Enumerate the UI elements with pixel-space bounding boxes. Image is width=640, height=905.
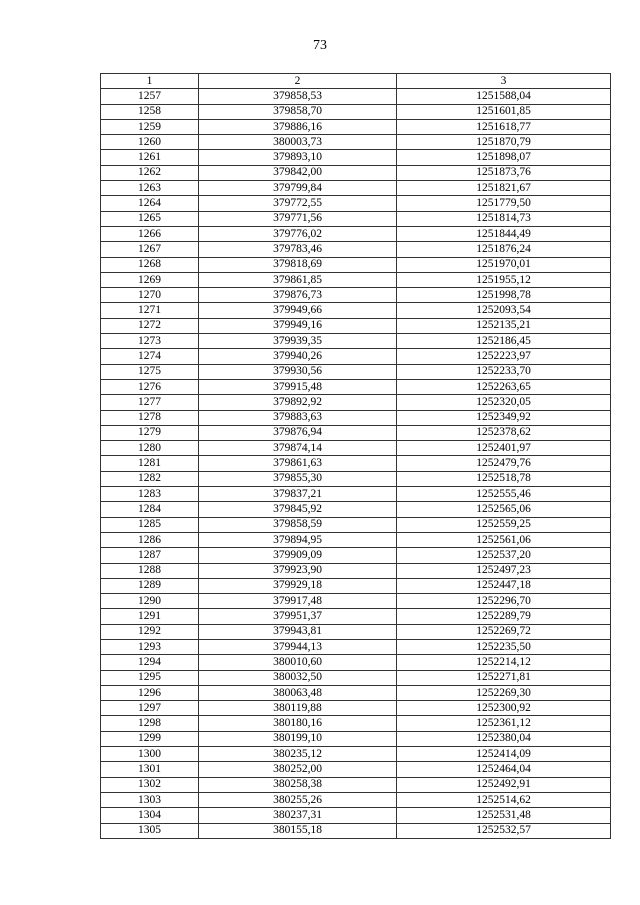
point-number-cell: 1298 (101, 716, 199, 731)
point-number-cell: 1290 (101, 594, 199, 609)
table-row (101, 792, 611, 807)
table-row (101, 487, 611, 502)
x-coordinate-cell: 379842,00 (199, 165, 397, 180)
table-row (101, 701, 611, 716)
x-coordinate-cell: 380255,26 (199, 792, 397, 807)
point-number-cell: 1268 (101, 257, 199, 272)
y-coordinate-cell: 1251779,50 (397, 196, 611, 211)
x-coordinate-cell: 380199,10 (199, 731, 397, 746)
point-number-cell: 1265 (101, 211, 199, 226)
point-number-cell: 1262 (101, 165, 199, 180)
table-row (101, 471, 611, 486)
y-coordinate-cell: 1252269,30 (397, 685, 611, 700)
point-number-cell: 1280 (101, 441, 199, 456)
y-coordinate-cell: 1252320,05 (397, 395, 611, 410)
point-number-cell: 1257 (101, 89, 199, 104)
x-coordinate-cell: 380003,73 (199, 135, 397, 150)
point-number-cell: 1287 (101, 548, 199, 563)
point-number-cell: 1261 (101, 150, 199, 165)
point-number-cell: 1279 (101, 425, 199, 440)
point-number-cell: 1273 (101, 334, 199, 349)
x-coordinate-cell: 379917,48 (199, 594, 397, 609)
table-row (101, 303, 611, 318)
x-coordinate-cell: 379858,59 (199, 517, 397, 532)
table-row (101, 379, 611, 394)
point-number-cell: 1260 (101, 135, 199, 150)
x-coordinate-cell: 380258,38 (199, 777, 397, 792)
point-number-cell: 1271 (101, 303, 199, 318)
table-row (101, 502, 611, 517)
x-coordinate-cell: 379855,30 (199, 471, 397, 486)
table-row (101, 135, 611, 150)
x-coordinate-cell: 379776,02 (199, 226, 397, 241)
table-row (101, 196, 611, 211)
y-coordinate-cell: 1252296,70 (397, 594, 611, 609)
x-coordinate-cell: 379949,16 (199, 318, 397, 333)
y-coordinate-cell: 1252186,45 (397, 334, 611, 349)
x-coordinate-cell: 379883,63 (199, 410, 397, 425)
y-coordinate-cell: 1252380,04 (397, 731, 611, 746)
y-coordinate-cell: 1251844,49 (397, 226, 611, 241)
y-coordinate-cell: 1252561,06 (397, 532, 611, 547)
point-number-cell: 1272 (101, 318, 199, 333)
x-coordinate-cell: 379861,63 (199, 456, 397, 471)
table-row (101, 334, 611, 349)
point-number-cell: 1286 (101, 532, 199, 547)
x-coordinate-cell: 380010,60 (199, 655, 397, 670)
point-number-cell: 1292 (101, 624, 199, 639)
point-number-cell: 1266 (101, 226, 199, 241)
table-row (101, 624, 611, 639)
x-coordinate-cell: 379949,66 (199, 303, 397, 318)
y-coordinate-cell: 1252361,12 (397, 716, 611, 731)
y-coordinate-cell: 1252464,04 (397, 762, 611, 777)
x-coordinate-cell: 379893,10 (199, 150, 397, 165)
point-number-cell: 1275 (101, 364, 199, 379)
table-row (101, 731, 611, 746)
point-number-cell: 1259 (101, 119, 199, 134)
x-coordinate-cell: 379771,56 (199, 211, 397, 226)
y-coordinate-cell: 1252235,50 (397, 639, 611, 654)
point-number-cell: 1284 (101, 502, 199, 517)
point-number-cell: 1288 (101, 563, 199, 578)
table-row (101, 441, 611, 456)
table-row (101, 119, 611, 134)
x-coordinate-cell: 380180,16 (199, 716, 397, 731)
x-coordinate-cell: 379783,46 (199, 242, 397, 257)
x-coordinate-cell: 379915,48 (199, 379, 397, 394)
table-row (101, 425, 611, 440)
x-coordinate-cell: 379799,84 (199, 181, 397, 196)
page-number: 73 (313, 38, 327, 53)
y-coordinate-cell: 1252537,20 (397, 548, 611, 563)
point-number-cell: 1276 (101, 379, 199, 394)
table-row (101, 823, 611, 838)
table-row (101, 685, 611, 700)
y-coordinate-cell: 1251998,78 (397, 288, 611, 303)
y-coordinate-cell: 1251588,04 (397, 89, 611, 104)
y-coordinate-cell: 1252531,48 (397, 808, 611, 823)
y-coordinate-cell: 1252514,62 (397, 792, 611, 807)
x-coordinate-cell: 379930,56 (199, 364, 397, 379)
x-coordinate-cell: 380235,12 (199, 747, 397, 762)
x-coordinate-cell: 379886,16 (199, 119, 397, 134)
y-coordinate-cell: 1252269,72 (397, 624, 611, 639)
y-coordinate-cell: 1252233,70 (397, 364, 611, 379)
point-number-cell: 1285 (101, 517, 199, 532)
y-coordinate-cell: 1252492,91 (397, 777, 611, 792)
point-number-cell: 1305 (101, 823, 199, 838)
table-row (101, 563, 611, 578)
x-coordinate-cell: 380237,31 (199, 808, 397, 823)
y-coordinate-cell: 1251814,73 (397, 211, 611, 226)
table-row (101, 747, 611, 762)
y-coordinate-cell: 1252214,12 (397, 655, 611, 670)
x-coordinate-cell: 379837,21 (199, 487, 397, 502)
y-coordinate-cell: 1251870,79 (397, 135, 611, 150)
table-row (101, 670, 611, 685)
y-coordinate-cell: 1252414,09 (397, 747, 611, 762)
point-number-cell: 1274 (101, 349, 199, 364)
table-row (101, 410, 611, 425)
x-coordinate-cell: 379951,37 (199, 609, 397, 624)
x-coordinate-cell: 379845,92 (199, 502, 397, 517)
point-number-cell: 1294 (101, 655, 199, 670)
y-coordinate-cell: 1251821,67 (397, 181, 611, 196)
point-number-cell: 1258 (101, 104, 199, 119)
table-row (101, 609, 611, 624)
table-body (101, 89, 611, 839)
column-header-2: 2 (199, 74, 397, 89)
table-row (101, 165, 611, 180)
point-number-cell: 1277 (101, 395, 199, 410)
table-row (101, 456, 611, 471)
point-number-cell: 1300 (101, 747, 199, 762)
y-coordinate-cell: 1252271,81 (397, 670, 611, 685)
y-coordinate-cell: 1252135,21 (397, 318, 611, 333)
x-coordinate-cell: 379894,95 (199, 532, 397, 547)
y-coordinate-cell: 1252497,23 (397, 563, 611, 578)
y-coordinate-cell: 1251970,01 (397, 257, 611, 272)
table-row (101, 532, 611, 547)
table-row (101, 288, 611, 303)
point-number-cell: 1264 (101, 196, 199, 211)
y-coordinate-cell: 1252559,25 (397, 517, 611, 532)
y-coordinate-cell: 1252447,18 (397, 578, 611, 593)
point-number-cell: 1263 (101, 181, 199, 196)
x-coordinate-cell: 379929,18 (199, 578, 397, 593)
table-row (101, 762, 611, 777)
point-number-cell: 1296 (101, 685, 199, 700)
y-coordinate-cell: 1252289,79 (397, 609, 611, 624)
x-coordinate-cell: 380032,50 (199, 670, 397, 685)
point-number-cell: 1301 (101, 762, 199, 777)
y-coordinate-cell: 1252263,65 (397, 379, 611, 394)
y-coordinate-cell: 1252093,54 (397, 303, 611, 318)
point-number-cell: 1267 (101, 242, 199, 257)
point-number-cell: 1295 (101, 670, 199, 685)
table-row (101, 578, 611, 593)
table-row (101, 716, 611, 731)
point-number-cell: 1293 (101, 639, 199, 654)
x-coordinate-cell: 379943,81 (199, 624, 397, 639)
table-row (101, 272, 611, 287)
table-row (101, 257, 611, 272)
point-number-cell: 1281 (101, 456, 199, 471)
x-coordinate-cell: 379858,53 (199, 89, 397, 104)
y-coordinate-cell: 1252401,97 (397, 441, 611, 456)
coordinates-table (100, 73, 611, 839)
table-row (101, 211, 611, 226)
table-row (101, 777, 611, 792)
y-coordinate-cell: 1252479,76 (397, 456, 611, 471)
y-coordinate-cell: 1252223,97 (397, 349, 611, 364)
x-coordinate-cell: 379772,55 (199, 196, 397, 211)
table-row (101, 655, 611, 670)
y-coordinate-cell: 1252532,57 (397, 823, 611, 838)
table-row (101, 150, 611, 165)
table-row (101, 89, 611, 104)
column-header-1: 1 (101, 74, 199, 89)
y-coordinate-cell: 1252300,92 (397, 701, 611, 716)
table-row (101, 548, 611, 563)
table-row (101, 318, 611, 333)
table-row (101, 226, 611, 241)
point-number-cell: 1289 (101, 578, 199, 593)
y-coordinate-cell: 1252378,62 (397, 425, 611, 440)
y-coordinate-cell: 1251873,76 (397, 165, 611, 180)
point-number-cell: 1270 (101, 288, 199, 303)
y-coordinate-cell: 1252555,46 (397, 487, 611, 502)
x-coordinate-cell: 379940,26 (199, 349, 397, 364)
x-coordinate-cell: 379818,69 (199, 257, 397, 272)
table-row (101, 349, 611, 364)
point-number-cell: 1302 (101, 777, 199, 792)
x-coordinate-cell: 379874,14 (199, 441, 397, 456)
x-coordinate-cell: 379861,85 (199, 272, 397, 287)
x-coordinate-cell: 379892,92 (199, 395, 397, 410)
point-number-cell: 1291 (101, 609, 199, 624)
point-number-cell: 1297 (101, 701, 199, 716)
x-coordinate-cell: 379858,70 (199, 104, 397, 119)
x-coordinate-cell: 379876,73 (199, 288, 397, 303)
x-coordinate-cell: 379944,13 (199, 639, 397, 654)
y-coordinate-cell: 1252565,06 (397, 502, 611, 517)
point-number-cell: 1278 (101, 410, 199, 425)
x-coordinate-cell: 380063,48 (199, 685, 397, 700)
table-row (101, 104, 611, 119)
x-coordinate-cell: 380155,18 (199, 823, 397, 838)
x-coordinate-cell: 379909,09 (199, 548, 397, 563)
x-coordinate-cell: 380119,88 (199, 701, 397, 716)
y-coordinate-cell: 1252518,78 (397, 471, 611, 486)
table-row (101, 181, 611, 196)
x-coordinate-cell: 380252,00 (199, 762, 397, 777)
x-coordinate-cell: 379923,90 (199, 563, 397, 578)
y-coordinate-cell: 1252349,92 (397, 410, 611, 425)
y-coordinate-cell: 1251955,12 (397, 272, 611, 287)
point-number-cell: 1269 (101, 272, 199, 287)
table-row (101, 242, 611, 257)
column-header-3: 3 (397, 74, 611, 89)
y-coordinate-cell: 1251601,85 (397, 104, 611, 119)
table-row (101, 594, 611, 609)
point-number-cell: 1299 (101, 731, 199, 746)
y-coordinate-cell: 1251898,07 (397, 150, 611, 165)
table-row (101, 808, 611, 823)
table-row (101, 517, 611, 532)
point-number-cell: 1304 (101, 808, 199, 823)
x-coordinate-cell: 379939,35 (199, 334, 397, 349)
point-number-cell: 1303 (101, 792, 199, 807)
y-coordinate-cell: 1251876,24 (397, 242, 611, 257)
point-number-cell: 1283 (101, 487, 199, 502)
table-row (101, 364, 611, 379)
table-row (101, 639, 611, 654)
point-number-cell: 1282 (101, 471, 199, 486)
table-header-row (101, 74, 611, 89)
y-coordinate-cell: 1251618,77 (397, 119, 611, 134)
x-coordinate-cell: 379876,94 (199, 425, 397, 440)
table-row (101, 395, 611, 410)
